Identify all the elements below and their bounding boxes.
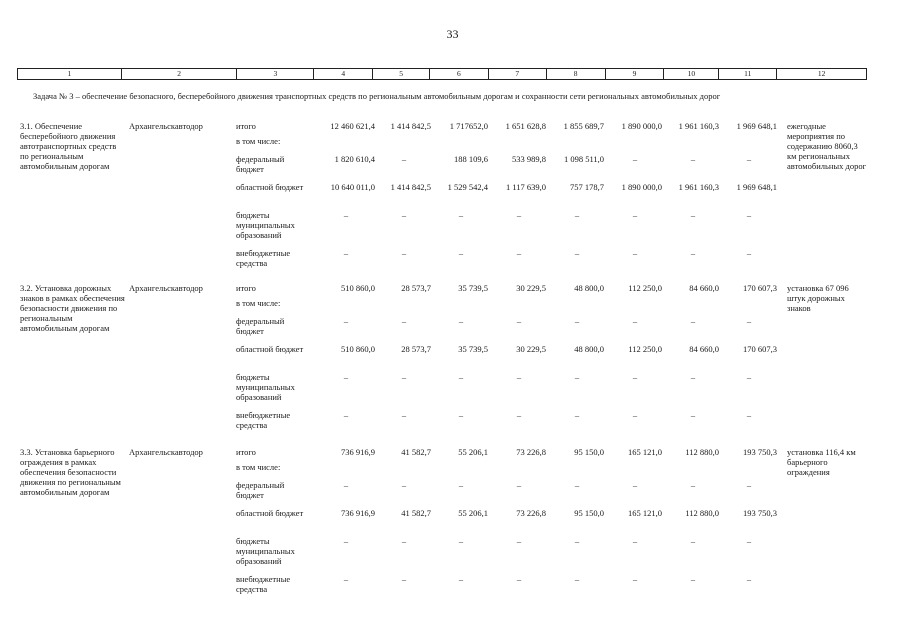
value-cell: –	[632, 154, 638, 164]
value-cell: 1 961 160,3	[678, 121, 719, 131]
value-cell: –	[632, 372, 638, 382]
value-cell: 170 607,3	[743, 344, 777, 354]
value-cell: 736 916,9	[341, 447, 375, 457]
funding-source-incl: в том числе:	[236, 462, 281, 472]
value-cell: –	[574, 574, 580, 584]
value-cell: –	[401, 316, 407, 326]
value-cell: –	[690, 536, 696, 546]
value-cell: –	[401, 410, 407, 420]
funding-source-extra: внебюджетные средства	[236, 574, 291, 594]
column-number-cell: 4	[314, 69, 373, 79]
value-cell: –	[632, 248, 638, 258]
task-title: Задача № 3 – обеспечение безопасного, бесперебойного движения транспортных средств по региональным автомобильным дорогам и сохранности сети региональных автомобильных дорог	[33, 91, 721, 101]
executor-name: Архангельскавтодор	[129, 283, 203, 293]
column-number-cell: 3	[237, 69, 314, 79]
expected-result: ежегодные мероприятия по содержанию 8060,3 км региональных автомобильных дорог	[787, 121, 867, 171]
value-cell: –	[632, 210, 638, 220]
executor-name: Архангельскавтодор	[129, 447, 203, 457]
funding-source-municipal: бюджеты муниципальных образований	[236, 210, 295, 240]
measure-name: 3.1. Обеспечение бесперебойного движения автотранспортных средств по региональным автомобильным дорогам	[20, 121, 117, 171]
column-number-cell: 5	[373, 69, 430, 79]
value-cell: 30 229,5	[516, 344, 546, 354]
value-cell: –	[690, 154, 696, 164]
value-cell: –	[401, 574, 407, 584]
value-cell: –	[632, 536, 638, 546]
value-cell: –	[401, 210, 407, 220]
funding-source-regional: областной бюджет	[236, 344, 304, 354]
value-cell: 84 660,0	[689, 283, 719, 293]
column-number-cell: 8	[547, 69, 606, 79]
value-cell: –	[458, 410, 464, 420]
value-cell: –	[690, 372, 696, 382]
value-cell: –	[516, 316, 522, 326]
value-cell: 30 229,5	[516, 283, 546, 293]
value-cell: 112 880,0	[685, 508, 719, 518]
value-cell: 10 640 011,0	[330, 182, 375, 192]
column-number-cell: 2	[122, 69, 238, 79]
value-cell: –	[632, 574, 638, 584]
funding-source-regional: областной бюджет	[236, 508, 304, 518]
measure-name: 3.3. Установка барьерного ограждения в рамках обеспечения безопасности движения по региональным автомобильным дорогам	[20, 447, 121, 497]
page-number: 33	[446, 27, 459, 41]
funding-source-total: итого	[236, 283, 256, 293]
value-cell: 165 121,0	[628, 508, 662, 518]
expected-result: установка 67 096 штук дорожных знаков	[787, 283, 849, 313]
expected-result: установка 116,4 км барьерного ограждения	[787, 447, 856, 477]
funding-source-extra: внебюджетные средства	[236, 410, 291, 430]
value-cell: –	[574, 316, 580, 326]
value-cell: 170 607,3	[743, 283, 777, 293]
value-cell: –	[574, 372, 580, 382]
value-cell: –	[690, 480, 696, 490]
value-cell: –	[746, 536, 752, 546]
value-cell: –	[458, 248, 464, 258]
value-cell: 48 800,0	[574, 344, 604, 354]
value-cell: –	[574, 210, 580, 220]
funding-source-federal: федеральный бюджет	[236, 316, 285, 336]
value-cell: –	[458, 210, 464, 220]
value-cell: –	[516, 210, 522, 220]
value-cell: –	[690, 410, 696, 420]
value-cell: 1 961 160,3	[678, 182, 719, 192]
column-number-cell: 1	[18, 69, 122, 79]
value-cell: 112 250,0	[628, 344, 662, 354]
value-cell: –	[516, 480, 522, 490]
value-cell: 48 800,0	[574, 283, 604, 293]
value-cell: –	[574, 248, 580, 258]
funding-source-municipal: бюджеты муниципальных образований	[236, 372, 295, 402]
value-cell: 1 414 842,5	[390, 182, 431, 192]
funding-source-total: итого	[236, 121, 256, 131]
value-cell: 165 121,0	[628, 447, 662, 457]
value-cell: 1 529 542,4	[447, 182, 488, 192]
value-cell: 28 573,7	[401, 344, 431, 354]
value-cell: –	[343, 574, 349, 584]
funding-source-federal: федеральный бюджет	[236, 480, 285, 500]
value-cell: –	[458, 536, 464, 546]
value-cell: 1 855 689,7	[563, 121, 604, 131]
value-cell: –	[746, 154, 752, 164]
value-cell: –	[690, 248, 696, 258]
value-cell: 95 150,0	[574, 508, 604, 518]
value-cell: 1 969 648,1	[736, 121, 777, 131]
value-cell: 736 916,9	[341, 508, 375, 518]
value-cell: –	[458, 574, 464, 584]
value-cell: 1 717652,0	[449, 121, 488, 131]
value-cell: 193 750,3	[743, 447, 777, 457]
value-cell: –	[632, 410, 638, 420]
funding-source-regional: областной бюджет	[236, 182, 304, 192]
value-cell: –	[401, 536, 407, 546]
funding-source-extra: внебюджетные средства	[236, 248, 291, 268]
value-cell: –	[343, 248, 349, 258]
column-number-cell: 7	[489, 69, 547, 79]
value-cell: –	[746, 210, 752, 220]
value-cell: 510 860,0	[341, 344, 375, 354]
value-cell: –	[401, 480, 407, 490]
value-cell: –	[632, 480, 638, 490]
value-cell: –	[690, 574, 696, 584]
column-number-cell: 11	[719, 69, 777, 79]
column-number-cell: 12	[817, 69, 826, 78]
value-cell: –	[516, 248, 522, 258]
funding-source-municipal: бюджеты муниципальных образований	[236, 536, 295, 566]
value-cell: 73 226,8	[516, 508, 546, 518]
value-cell: 1 820 610,4	[334, 154, 375, 164]
value-cell: 35 739,5	[458, 283, 488, 293]
value-cell: –	[516, 574, 522, 584]
value-cell: –	[746, 248, 752, 258]
executor-name: Архангельскавтодор	[129, 121, 203, 131]
value-cell: –	[458, 316, 464, 326]
value-cell: 1 969 648,1	[736, 182, 777, 192]
value-cell: –	[401, 154, 407, 164]
value-cell: –	[746, 372, 752, 382]
value-cell: 84 660,0	[689, 344, 719, 354]
value-cell: 28 573,7	[401, 283, 431, 293]
value-cell: –	[690, 210, 696, 220]
value-cell: 510 860,0	[341, 283, 375, 293]
value-cell: 112 250,0	[628, 283, 662, 293]
value-cell: –	[574, 410, 580, 420]
value-cell: –	[458, 372, 464, 382]
value-cell: –	[574, 480, 580, 490]
value-cell: 41 582,7	[401, 447, 431, 457]
value-cell: –	[516, 372, 522, 382]
value-cell: 55 206,1	[458, 447, 488, 457]
value-cell: 1 117 639,0	[505, 182, 546, 192]
measure-name: 3.2. Установка дорожных знаков в рамках обеспечения безопасности движения по региональным автомобильным дорогам	[20, 283, 125, 333]
funding-source-total: итого	[236, 447, 256, 457]
value-cell: –	[458, 480, 464, 490]
column-number-cell: 9	[606, 69, 665, 79]
value-cell: –	[516, 536, 522, 546]
value-cell: –	[401, 248, 407, 258]
value-cell: –	[343, 210, 349, 220]
funding-source-federal: федеральный бюджет	[236, 154, 285, 174]
value-cell: 1 890 000,0	[621, 182, 662, 192]
value-cell: –	[746, 410, 752, 420]
value-cell: –	[516, 410, 522, 420]
value-cell: 12 460 621,4	[330, 121, 375, 131]
value-cell: 41 582,7	[401, 508, 431, 518]
value-cell: –	[343, 410, 349, 420]
value-cell: 55 206,1	[458, 508, 488, 518]
value-cell: 188 109,6	[454, 154, 488, 164]
value-cell: –	[401, 372, 407, 382]
value-cell: 1 651 628,8	[505, 121, 546, 131]
value-cell: –	[343, 316, 349, 326]
value-cell: 193 750,3	[743, 508, 777, 518]
value-cell: 35 739,5	[458, 344, 488, 354]
value-cell: –	[746, 574, 752, 584]
value-cell: –	[746, 316, 752, 326]
value-cell: –	[746, 480, 752, 490]
funding-source-incl: в том числе:	[236, 298, 281, 308]
value-cell: 757 178,7	[570, 182, 604, 192]
value-cell: 1 098 511,0	[563, 154, 604, 164]
column-number-cell: 10	[664, 69, 719, 79]
column-number-header	[17, 68, 867, 80]
value-cell: –	[574, 536, 580, 546]
value-cell: 112 880,0	[685, 447, 719, 457]
value-cell: 1 890 000,0	[621, 121, 662, 131]
value-cell: –	[690, 316, 696, 326]
value-cell: 533 989,8	[512, 154, 546, 164]
value-cell: 95 150,0	[574, 447, 604, 457]
value-cell: 1 414 842,5	[390, 121, 431, 131]
value-cell: 73 226,8	[516, 447, 546, 457]
funding-source-incl: в том числе:	[236, 136, 281, 146]
value-cell: –	[343, 372, 349, 382]
value-cell: –	[343, 480, 349, 490]
value-cell: –	[632, 316, 638, 326]
value-cell: –	[343, 536, 349, 546]
column-number-cell: 6	[430, 69, 489, 79]
